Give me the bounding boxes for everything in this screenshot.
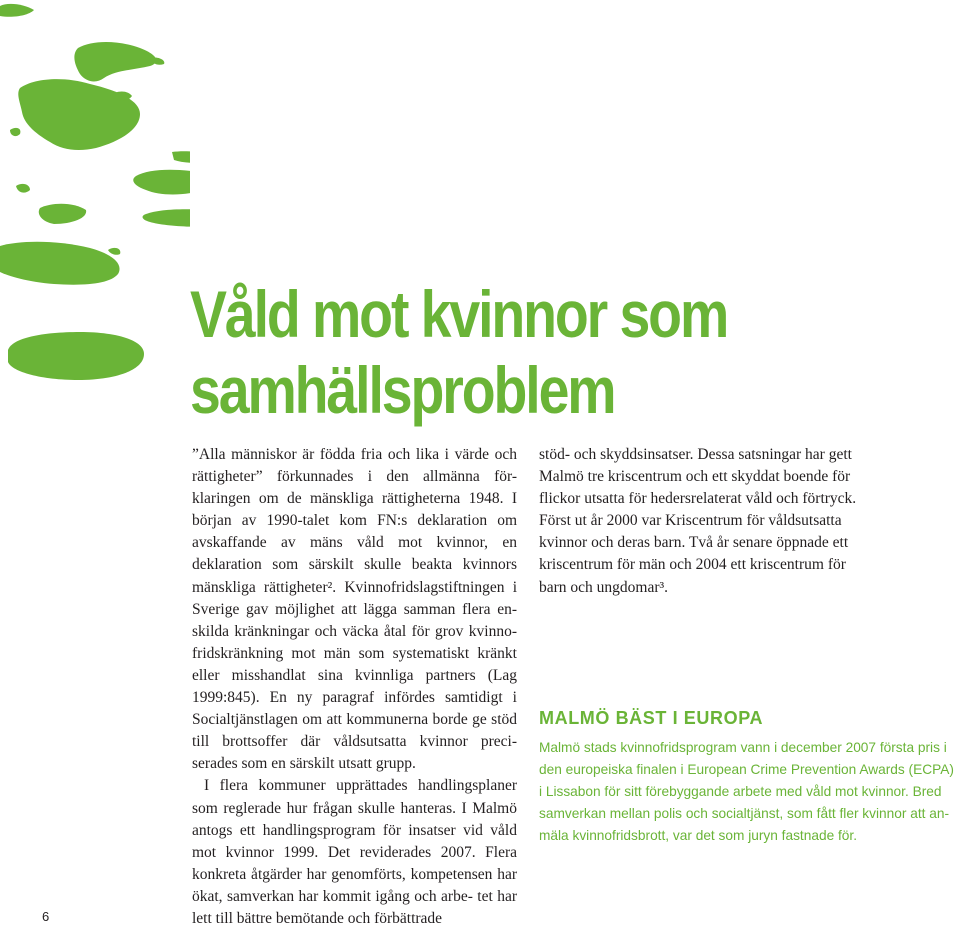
title-line-2: samhällsproblem — [190, 353, 615, 427]
text-line: har ökat, samverkan har kommit igång och arbe- — [192, 865, 518, 905]
page-title — [190, 276, 727, 428]
text-line: klaringen om de mänskliga rättigheterna 1948. — [192, 490, 504, 508]
text-line: antogs ett handlingsprogram för insatser vid våld — [192, 821, 517, 839]
text-line: konkreta åtgärder har genomförts, kompetensen — [192, 865, 493, 883]
paragraph — [539, 444, 869, 599]
text-line: samverkan mellan polis och socialtjänst, som fått fler kvinnor att an- — [539, 806, 950, 821]
text-line: stöd- och skyddsinsatser. Dessa satsningar har gett — [539, 446, 852, 463]
text-line: tet har lett till bättre bemötande och förbättrade — [192, 887, 517, 927]
text-line: i Sverige gav möjlighet att lägga samman flera en- — [192, 578, 517, 618]
text-line: och rättigheter” förkunnades i den allmänna för- — [192, 446, 517, 486]
text-line: stöd till brottsoffer där våldsutsatta kvinnor preci- — [192, 711, 517, 751]
text-line: Malmö stads kvinnofridsprogram vann i december 2007 första pris i — [539, 740, 947, 755]
text-line: flickor utsatta för hedersrelaterat våld och förtryck. — [539, 490, 857, 508]
page-number: 6 — [42, 909, 50, 924]
text-line: 1999:845). En ny paragraf infördes samtidigt i — [192, 689, 517, 707]
text-line: den europeiska finalen i European Crime Prevention Awards (ECPA) — [539, 762, 954, 777]
text-line: Socialtjänstlagen om att kommunerna borde ge — [192, 711, 487, 729]
text-line: barn och ungdomar³. — [539, 578, 669, 596]
text-line: eller misshandlat sina kvinnliga partners (Lag — [192, 666, 517, 684]
right-text-column — [539, 444, 869, 599]
text-line: om avskaffande av mäns våld mot kvinnor, en — [192, 512, 518, 552]
text-line: ”Alla människor är födda fria och lika i värde — [192, 446, 489, 463]
paragraph — [192, 444, 517, 775]
text-line: mänskliga rättigheter². Kvinnofridslagstiftningen — [192, 578, 505, 596]
text-line: i Lissabon för sitt förebyggande arbete med våld mot kvinnor. Bred — [539, 784, 942, 799]
text-line: mäla kvinnofridsbrott, var det som juryn fastnade för. — [539, 828, 857, 843]
text-line: fridskränkning mot män som systematiskt kränkt — [192, 644, 517, 662]
left-text-column — [192, 444, 517, 930]
sidebox-text — [539, 737, 957, 847]
green-paint-splash-icon — [0, 0, 190, 400]
text-line: I början av 1990-talet kom FN:s deklaration — [192, 490, 518, 530]
malmo-award-sidebox — [539, 705, 957, 847]
text-line: kriscentrum för män och 2004 ett kriscentrum för — [539, 556, 846, 574]
text-line: kvinnor och deras barn. Två år senare öppnade ett — [539, 534, 849, 552]
sidebox-heading: MALMÖ BÄST I EUROPA — [539, 708, 764, 728]
paragraph — [192, 775, 517, 930]
text-line: deklaration som särskilt skulle beakta kvinnors — [192, 556, 517, 574]
text-line: som reglerade hur frågan skulle hanteras. I Malmö — [192, 799, 517, 817]
text-line: serades som en särskilt utsatt grupp. — [192, 755, 416, 773]
text-line: I flera kommuner upprättades handlingsplaner — [204, 777, 517, 795]
text-line: Först ut år 2000 var Kriscentrum för våldsutsatta — [539, 512, 842, 530]
text-line: Malmö tre kriscentrum och ett skyddat boende för — [539, 468, 851, 486]
text-line: skilda kränkningar och väcka åtal för grov kvinno- — [192, 622, 517, 640]
title-line-1: Våld mot kvinnor som — [190, 277, 728, 351]
text-line: mot kvinnor 1999. Det reviderades 2007. Flera — [192, 843, 517, 861]
